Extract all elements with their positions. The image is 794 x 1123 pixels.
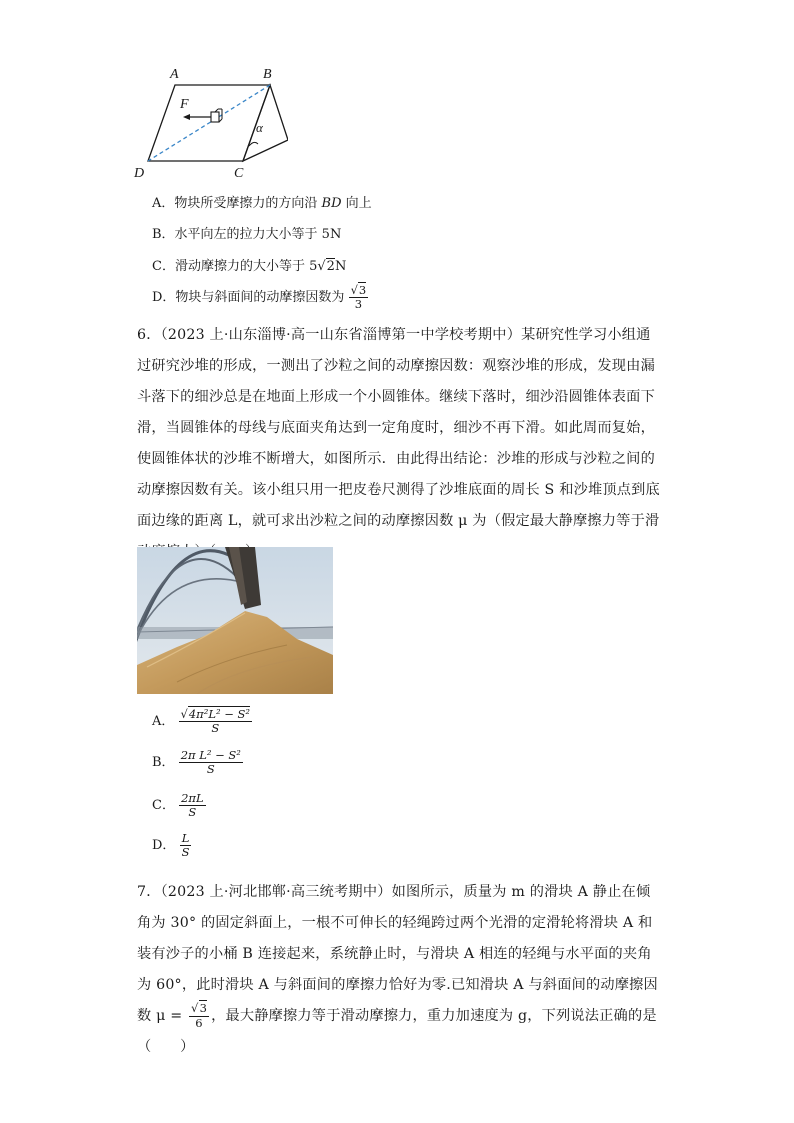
q6-stem: 6．（2023 上·山东淄博·高一山东省淄博第一中学校考期中）某研究性学习小组通过研究沙堆的形成，一测出了沙粒之间的动摩擦因数：观察沙堆的形成，发现由漏斗落下的细沙总是在地面上形成一个小圆锥体。继续下落时，细沙沿圆锥体表面下滑，当圆锥体的母线与底面夹角达到一定角度时，细沙不再下滑。如此周而复始，使圆锥体状的沙堆不断增大，如图所示．由此得出结论：沙堆的形成与沙粒之间的动摩擦因数有关。该小组只用一把皮卷尺测得了沙堆底面的周长 S 和沙堆顶点到底面边缘的距离 L，就可求出沙粒之间的动摩擦因数 μ 为（假定最大静摩擦力等于滑 xyxy=(137,327,660,529)
incline-diagram xyxy=(128,60,288,185)
q5-option-a: A．物块所受摩擦力的方向沿 BD 向上 xyxy=(152,196,372,211)
label-f: F xyxy=(180,97,189,112)
q5-option-c: C．滑动摩擦力的大小等于 5√2N xyxy=(152,259,347,274)
q6-option-b: B． $\frac{\text{2π L² − S²}}{S}$ xyxy=(152,748,241,777)
sand-pile-photo xyxy=(137,547,333,694)
fraction: $\frac{\text{2π L² − S²}}{S}$ xyxy=(180,748,241,777)
block xyxy=(211,112,219,122)
diagonal-bd xyxy=(148,85,270,161)
label-a: A xyxy=(170,67,179,82)
fraction: $\frac{√3}{6}$ xyxy=(191,1001,208,1030)
q6-option-d: D． $\frac{L}{S}$ xyxy=(152,831,190,860)
q7-stem: 7．（2023 上·河北邯郸·高三统考期中）如图所示，质量为 m 的滑块 A 静止在倾角为 30° 的固定斜面上，一根不可伸长的轻绳跨过两个光滑的定滑轮将滑块 A 和装有沙子的小桶 B 连接起来，系统静止时，与滑块 A 相连的轻绳与水平面的夹角为 60°，此时滑块 A 与斜面间的摩擦力恰好为零.已知滑块 A 与斜面间的动摩擦因数 μ = $\frac{√3}{6}$ ，最大静摩擦力等于滑动摩擦力，重力加速度为 g，下列说法正确的是（ ） xyxy=(137,884,658,1055)
label-c: C xyxy=(234,166,244,181)
q5-option-d: D．物块与斜面间的动摩擦因数为 $\frac{√3}{3}$ xyxy=(152,283,367,312)
q6-option-a: A． $\frac{\text{√4π²L² − S²}}{S}$ xyxy=(152,707,251,736)
fraction: $\frac{√3}{3}$ xyxy=(350,283,367,312)
q5-option-b: B．水平向左的拉力大小等于 5N xyxy=(152,227,342,242)
label-b: B xyxy=(263,67,272,82)
fraction: $\frac{L}{S}$ xyxy=(181,831,190,860)
label-d: D xyxy=(134,166,145,181)
fraction: $\frac{\text{√4π²L² − S²}}{S}$ xyxy=(180,707,251,736)
incline-side xyxy=(243,85,288,161)
label-alpha: α xyxy=(256,120,263,135)
fraction: $\frac{2\pi L}{S}$ xyxy=(181,791,204,820)
q6-option-c: C． $\frac{2\pi L}{S}$ xyxy=(152,791,204,820)
